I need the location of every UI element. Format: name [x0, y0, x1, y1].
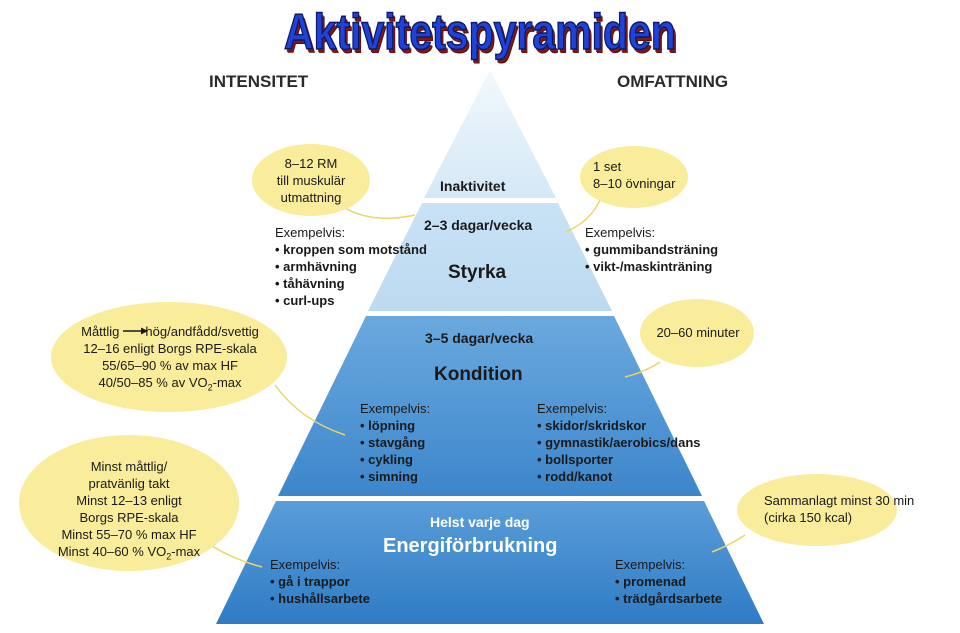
callout-text-styrka-volume: 1 set 8–10 övningar [593, 159, 676, 191]
example-item: • bollsporter [537, 452, 614, 467]
examples-heading: Exempelvis: [275, 225, 346, 240]
example-item: • curl-ups [275, 293, 335, 308]
example-item: • tåhävning [275, 276, 345, 291]
page-title: Aktivitetspyramiden [284, 4, 676, 60]
callout-text-energi-volume: Sammanlagt minst 30 min (cirka 150 kcal) [764, 493, 915, 525]
example-item: • skidor/skridskor [537, 418, 647, 433]
connector-styrka-left [340, 205, 415, 218]
example-item: • cykling [360, 452, 413, 467]
intensity-header: INTENSITET [209, 72, 309, 91]
example-item: • rodd/kanot [537, 469, 613, 484]
examples-heading: Exempelvis: [270, 557, 341, 572]
frequency-styrka: 2–3 dagar/vecka [424, 217, 533, 233]
volume-header: OMFATTNING [617, 72, 729, 91]
example-item: • kroppen som motstånd [275, 242, 427, 257]
frequency-kondition: 3–5 dagar/vecka [425, 330, 534, 346]
label-energiforbrukning: Energiförbrukning [383, 535, 558, 557]
frequency-energi: Helst varje dag [430, 514, 530, 530]
examples-heading: Exempelvis: [537, 401, 608, 416]
example-item: • stavgång [360, 435, 426, 450]
label-kondition: Kondition [434, 364, 523, 385]
example-item: • vikt-/maskinträning [585, 259, 713, 274]
example-item: • trädgårdsarbete [615, 591, 723, 606]
callout-text-kondition-volume: 20–60 minuter [656, 325, 740, 340]
example-item: • gummibandsträning [585, 242, 719, 257]
examples-kondition-right [537, 400, 701, 485]
label-inaktivitet: Inaktivitet [440, 178, 506, 194]
examples-heading: Exempelvis: [585, 225, 656, 240]
example-item: • löpning [360, 418, 416, 433]
example-item: • gymnastik/aerobics/dans [537, 435, 701, 450]
examples-energi-left [270, 556, 370, 607]
examples-heading: Exempelvis: [360, 401, 431, 416]
callout-text-energi-intensity: Minst måttlig/ pratvänlig takt Minst 12–13 enligt Borgs RPE-skala Minst 55–70 % max HF Minst 40–60 % $VO_2-\max$ [57, 459, 201, 562]
example-item: • gå i trappor [270, 574, 350, 589]
label-styrka: Styrka [448, 262, 507, 283]
examples-heading: Exempelvis: [615, 557, 686, 572]
example-item: • armhävning [275, 259, 357, 274]
examples-styrka-right [585, 224, 718, 275]
callout-text-kondition-intensity: Måttlig hög/andfådd/svettig 12–16 enligt Borgs RPE-skala 55/65–90 % av max HF 40/50–85 % av $VO_2-\max$ [81, 324, 259, 393]
examples-energi-right [615, 556, 722, 607]
example-item: • simning [360, 469, 418, 484]
callout-text-styrka-intensity: 8–12 RM till muskulär utmattning [276, 156, 346, 205]
example-item: • promenad [615, 574, 687, 589]
examples-styrka-left [275, 224, 427, 309]
examples-kondition-left [360, 400, 430, 485]
example-item: • hushållsarbete [270, 591, 370, 606]
